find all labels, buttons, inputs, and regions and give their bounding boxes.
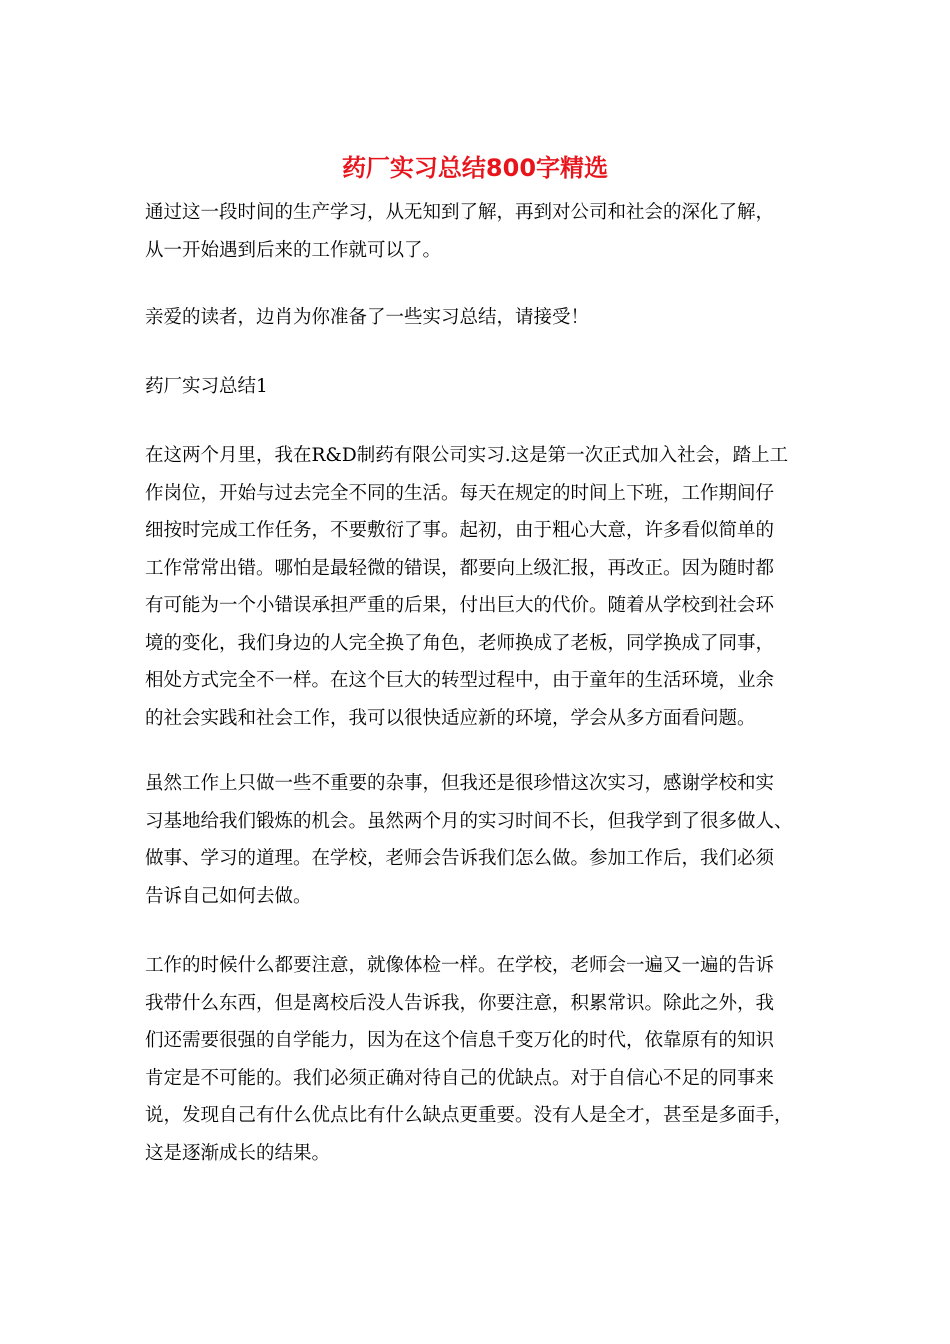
text-line: 虽然工作上只做一些不重要的杂事，但我还是很珍惜这次实习，感谢学校和实 (145, 773, 775, 794)
text-line: 这是逐渐成长的结果。 (145, 1142, 331, 1164)
text-line: 说，发现自己有什么优点比有什么缺点更重要。没有人是全才，甚至是多面手， (145, 1105, 793, 1126)
text-line: 们还需要很强的自学能力，因为在这个信息千变万化的时代，依靠原有的知识 (145, 1030, 775, 1051)
paragraph-body-2 (145, 765, 805, 915)
text-line: 从一开始遇到后来的工作就可以了。 (145, 239, 442, 261)
text-line: 肯定是不可能的。我们必须正确对待自己的优缺点。对于自信心不足的同事来 (145, 1067, 775, 1089)
text-line: 在这两个月里，我在R&D制药有限公司实习.这是第一次正式加入社会，踏上工 (145, 445, 789, 466)
text-line: 通过这一段时间的生产学习，从无知到了解，再到对公司和社会的深化了解， (145, 202, 775, 223)
text-line: 作岗位，开始与过去完全不同的生活。每天在规定的时间上下班，工作期间仔 (145, 482, 775, 504)
text-line: 境的变化，我们身边的人完全换了角色，老师换成了老板，同学换成了同事， (145, 632, 775, 654)
text-line: 工作的时候什么都要注意，就像体检一样。在学校，老师会一遍又一遍的告诉 (145, 955, 775, 976)
text-line: 做事、学习的道理。在学校，老师会告诉我们怎么做。参加工作后，我们必须 (145, 848, 775, 869)
text-line: 细按时完成工作任务，不要敷衍了事。起初，由于粗心大意，许多看似简单的 (145, 520, 775, 541)
document-title: 药厂实习总结800字精选 (341, 154, 609, 182)
text-line: 习基地给我们锻炼的机会。虽然两个月的实习时间不长，但我学到了很多做人、 (145, 810, 793, 832)
text-line: 有可能为一个小错误承担严重的后果，付出巨大的代价。随着从学校到社会环 (145, 595, 775, 616)
paragraph-body-1 (145, 437, 805, 737)
paragraph-intro (145, 194, 805, 269)
text-line: 相处方式完全不一样。在这个巨大的转型过程中，由于童年的生活环境，业余 (145, 670, 775, 691)
text-line: 我带什么东西，但是离校后没人告诉我，你要注意，积累常识。除此之外，我 (145, 992, 775, 1014)
section-heading (145, 368, 805, 406)
paragraph-body-3 (145, 947, 805, 1172)
paragraph-greeting (145, 299, 805, 337)
text-line: 告诉自己如何去做。 (145, 885, 312, 907)
text-line: 药厂实习总结1 (145, 376, 268, 397)
text-line: 的社会实践和社会工作，我可以很快适应新的环境，学会从多方面看问题。 (145, 707, 756, 729)
text-line: 工作常常出错。哪怕是最轻微的错误，都要向上级汇报，再改正。因为随时都 (145, 557, 775, 579)
text-line: 亲爱的读者，边肖为你准备了一些实习总结，请接受！ (145, 307, 590, 328)
